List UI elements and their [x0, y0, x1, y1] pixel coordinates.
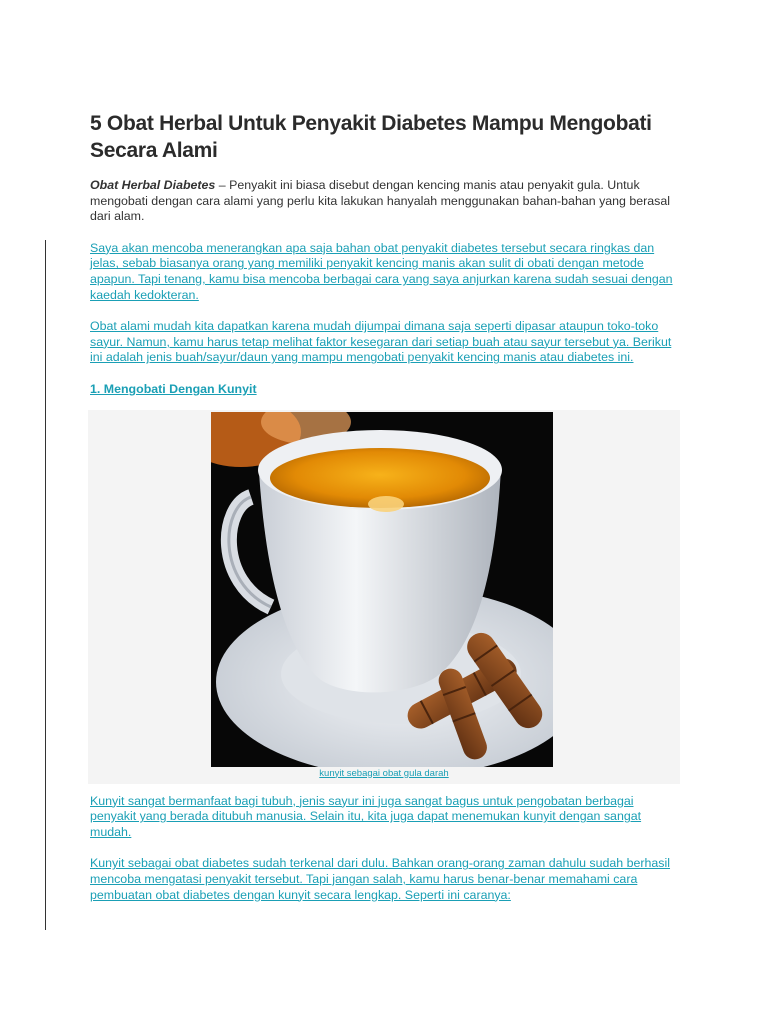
turmeric-tea-illustration [211, 412, 553, 767]
article [90, 110, 680, 919]
paragraph-4[interactable] [90, 856, 680, 903]
turmeric-tea-photo [211, 412, 553, 767]
paragraph-2-link[interactable]: Obat alami mudah kita dapatkan karena mudah dijumpai dimana saja seperti dipasar ataupun toko-toko sayur. Namun, kamu harus tetap melihat faktor kesegaran dari setiap buah atau sayur tersebut ya. Berikut ini adalah jenis buah/sayur/daun yang mampu mengobati penyakit kencing manis atau diabetes ini. [90, 319, 672, 365]
paragraph-3-link[interactable]: Kunyit sangat bermanfaat bagi tubuh, jenis sayur ini juga sangat bagus untuk pengobatan berbagai penyakit yang berada ditubuh manusia. Selain itu, kita juga dapat menemukan kunyit dengan sangat mudah. [90, 793, 642, 839]
intro-text: – Penyakit ini biasa disebut dengan kencing manis atau penyakit gula. Untuk mengobati dengan cara alami yang perlu kita lakukan hanyalah menggunakan bahan-bahan yang berasal dari alam. [90, 178, 671, 224]
section-1-heading[interactable] [90, 382, 680, 398]
paragraph-1[interactable] [90, 241, 680, 303]
section-1-heading-link[interactable]: 1. Mengobati Dengan Kunyit [90, 381, 257, 396]
article-title: 5 Obat Herbal Untuk Penyakit Diabetes Mampu Mengobati Secara Alami [90, 112, 652, 162]
turmeric-figure [88, 410, 680, 784]
paragraph-3[interactable] [90, 794, 680, 841]
paragraph-2[interactable] [90, 319, 680, 366]
intro-paragraph [90, 178, 680, 225]
image-caption-link[interactable]: kunyit sebagai obat gula darah [319, 767, 449, 779]
paragraph-4-link[interactable]: Kunyit sebagai obat diabetes sudah terkenal dari dulu. Bahkan orang-orang zaman dahulu sudah berhasil mencoba mengatasi penyakit tersebut. Tapi jangan salah, kamu harus benar-benar memahami cara pembuatan obat diabetes dengan kunyit secara lengkap. Seperti ini caranya: [90, 856, 671, 902]
page-margin-line [45, 240, 46, 930]
paragraph-1-link[interactable]: Saya akan mencoba menerangkan apa saja bahan obat penyakit diabetes tersebut secara ringkas dan jelas, sebab biasanya orang yang memiliki penyakit kencing manis akan sulit di obati dengan metode apapun. Tapi tenang, kamu bisa mencoba berbagai cara yang saya anjurkan karena sudah sesuai dengan kaedah kedokteran. [90, 240, 673, 302]
intro-keyword: Obat Herbal Diabetes [90, 178, 216, 192]
